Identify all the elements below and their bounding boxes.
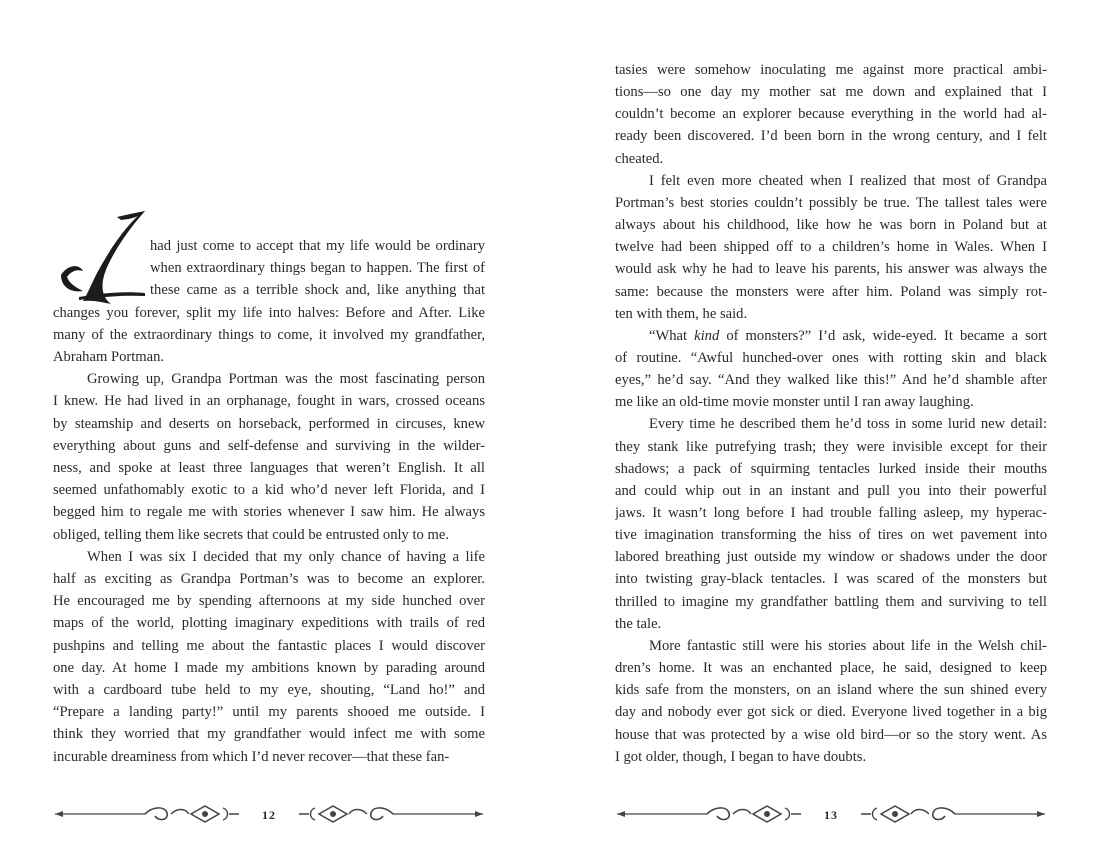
text-line: ready been discovered. I’d been born in the wrong century, and I felt — [615, 128, 1047, 145]
text-line: He encouraged me by spending afternoons at my side hunched over — [53, 593, 485, 610]
text-line: tions—so one day my mother sat me down and explained that I — [615, 84, 1047, 101]
page-number: 12 — [262, 808, 276, 822]
text-line: pushpins and telling me about the fantastic places I would discover — [53, 637, 485, 654]
text-line: me like an old-time movie monster until I ran away laughing. — [615, 394, 974, 411]
text-line: they stank like putrefying trash; they were invisible except for their — [615, 438, 1047, 455]
page-footer-ornament — [615, 800, 1047, 830]
page-footer-ornament — [53, 800, 485, 830]
text-line: incurable dreaminess from which I’d never recover—that these fan- — [53, 748, 450, 765]
text-line: would ask why he had to leave his parents, his answer was always the — [615, 261, 1047, 278]
emphasis: kind — [694, 327, 720, 344]
text-line: Growing up, Grandpa Portman was the most fascinating person — [87, 371, 485, 388]
text-line: “What kind of monsters?” I’d ask, wide-eyed. It became a sort — [649, 327, 1047, 344]
right-page — [615, 0, 1047, 868]
text-line: half as exciting as Grandpa Portman’s was to become an explorer. — [53, 571, 485, 587]
text-line: “Prepare a landing party!” until my parents shooed me outside. I — [53, 704, 485, 721]
text-line: couldn’t become an explorer because everything in the world had al- — [615, 106, 1047, 123]
text-line: by steamship and deserts on horseback, performed in circuses, knew — [53, 415, 485, 432]
text-line: ness, and spoke at least three languages that weren’t English. It all — [53, 460, 485, 476]
text-line: jaws. It wasn’t long before I had trouble falling asleep, my hyperac- — [615, 505, 1047, 521]
text-line: into twisting gray-black tentacles. I was scared of the monsters but — [615, 571, 1047, 588]
text-line: twelve had been shipped off to a children’s home in Wales. When I — [615, 239, 1047, 256]
page-number: 13 — [824, 808, 838, 822]
text-line: eyes,” he’d say. “And they walked like this!” And he’d shamble after — [615, 372, 1047, 389]
text-line: everything about guns and self-defense and surviving in the wilder- — [53, 437, 485, 454]
left-page — [53, 0, 485, 868]
text-line: begged him to regale me with stories whenever I saw him. He always — [53, 504, 485, 521]
text-line: many of the extraordinary things to come, it involved my grandfather, — [53, 326, 485, 343]
text-line: house that was protected by a wise old bird—or so the story went. As — [615, 726, 1047, 743]
text-line: thrilled to imagine my grandfather battling them and surviving to tell — [615, 593, 1047, 610]
text-line: tasies were somehow inoculating me against more practical ambi- — [615, 62, 1047, 78]
text-line: Portman’s best stories couldn’t possibly be true. The tallest tales were — [615, 194, 1047, 211]
text-line: cheated. — [615, 150, 664, 167]
text-line: same: because the monsters were after him. Poland was simply rot- — [615, 283, 1047, 300]
text-line: had just come to accept that my life would be ordinary — [150, 238, 485, 254]
text-line: kids safe from the monsters, on an island where the sun shined every — [615, 682, 1047, 699]
text-line: ten with them, he said. — [615, 305, 748, 322]
text-line: Abraham Portman. — [53, 349, 165, 365]
text-line: obliged, telling them like secrets that could be entrusted only to me. — [53, 526, 449, 543]
text-line: I felt even more cheated when I realized that most of Grandpa — [649, 172, 1047, 189]
text-line: labored breathing just outside my window or shadows under the door — [615, 549, 1047, 566]
text-line: seemed unfathomably exotic to a kid who’d never left Florida, and I — [53, 482, 485, 499]
text-line: think they worried that my grandfather would infect me with some — [53, 726, 485, 743]
text-line: I got older, though, I began to have doubts. — [615, 748, 867, 765]
text-line: dren’s home. It was an enchanted place, he said, designed to keep — [615, 660, 1047, 677]
text-line: When I was six I decided that my only chance of having a life — [87, 548, 485, 565]
text-line: Every time he described them he’d toss in some lurid new detail: — [649, 416, 1047, 433]
text-line: the tale. — [615, 615, 662, 632]
text-line: and could whip out in an instant and pull you into their powerful — [615, 482, 1047, 499]
text-line: day and nobody ever got sick or died. Everyone lived together in a big — [615, 704, 1047, 721]
text-line: maps of the world, plotting imaginary expeditions with trails of red — [53, 615, 485, 632]
text-line: one day. At home I made my ambitions known by parading around — [53, 659, 485, 676]
text-line: changes you forever, split my life into halves: Before and After. Like — [53, 304, 485, 321]
text-line: I knew. He had lived in an orphanage, fought in wars, crossed oceans — [53, 393, 485, 410]
text-line: when extraordinary things began to happen. The first of — [150, 260, 485, 277]
text-line: tive imagination transforming the hiss of tires on wet pavement into — [615, 527, 1047, 544]
text-line: these came as a terrible shock and, like anything that — [150, 282, 485, 299]
text-line: always about his childhood, like how he was born in Poland but at — [615, 217, 1047, 234]
text-line: with a cardboard tube held to my eye, shouting, “Land ho!” and — [53, 682, 485, 698]
text-line: shadows; a pack of squirming tentacles lurked inside their mouths — [615, 460, 1047, 477]
text-line: More fantastic still were his stories about life in the Welsh chil- — [649, 637, 1047, 654]
text-line: of routine. “Awful hunched-over ones with rotting skin and black — [615, 349, 1047, 366]
